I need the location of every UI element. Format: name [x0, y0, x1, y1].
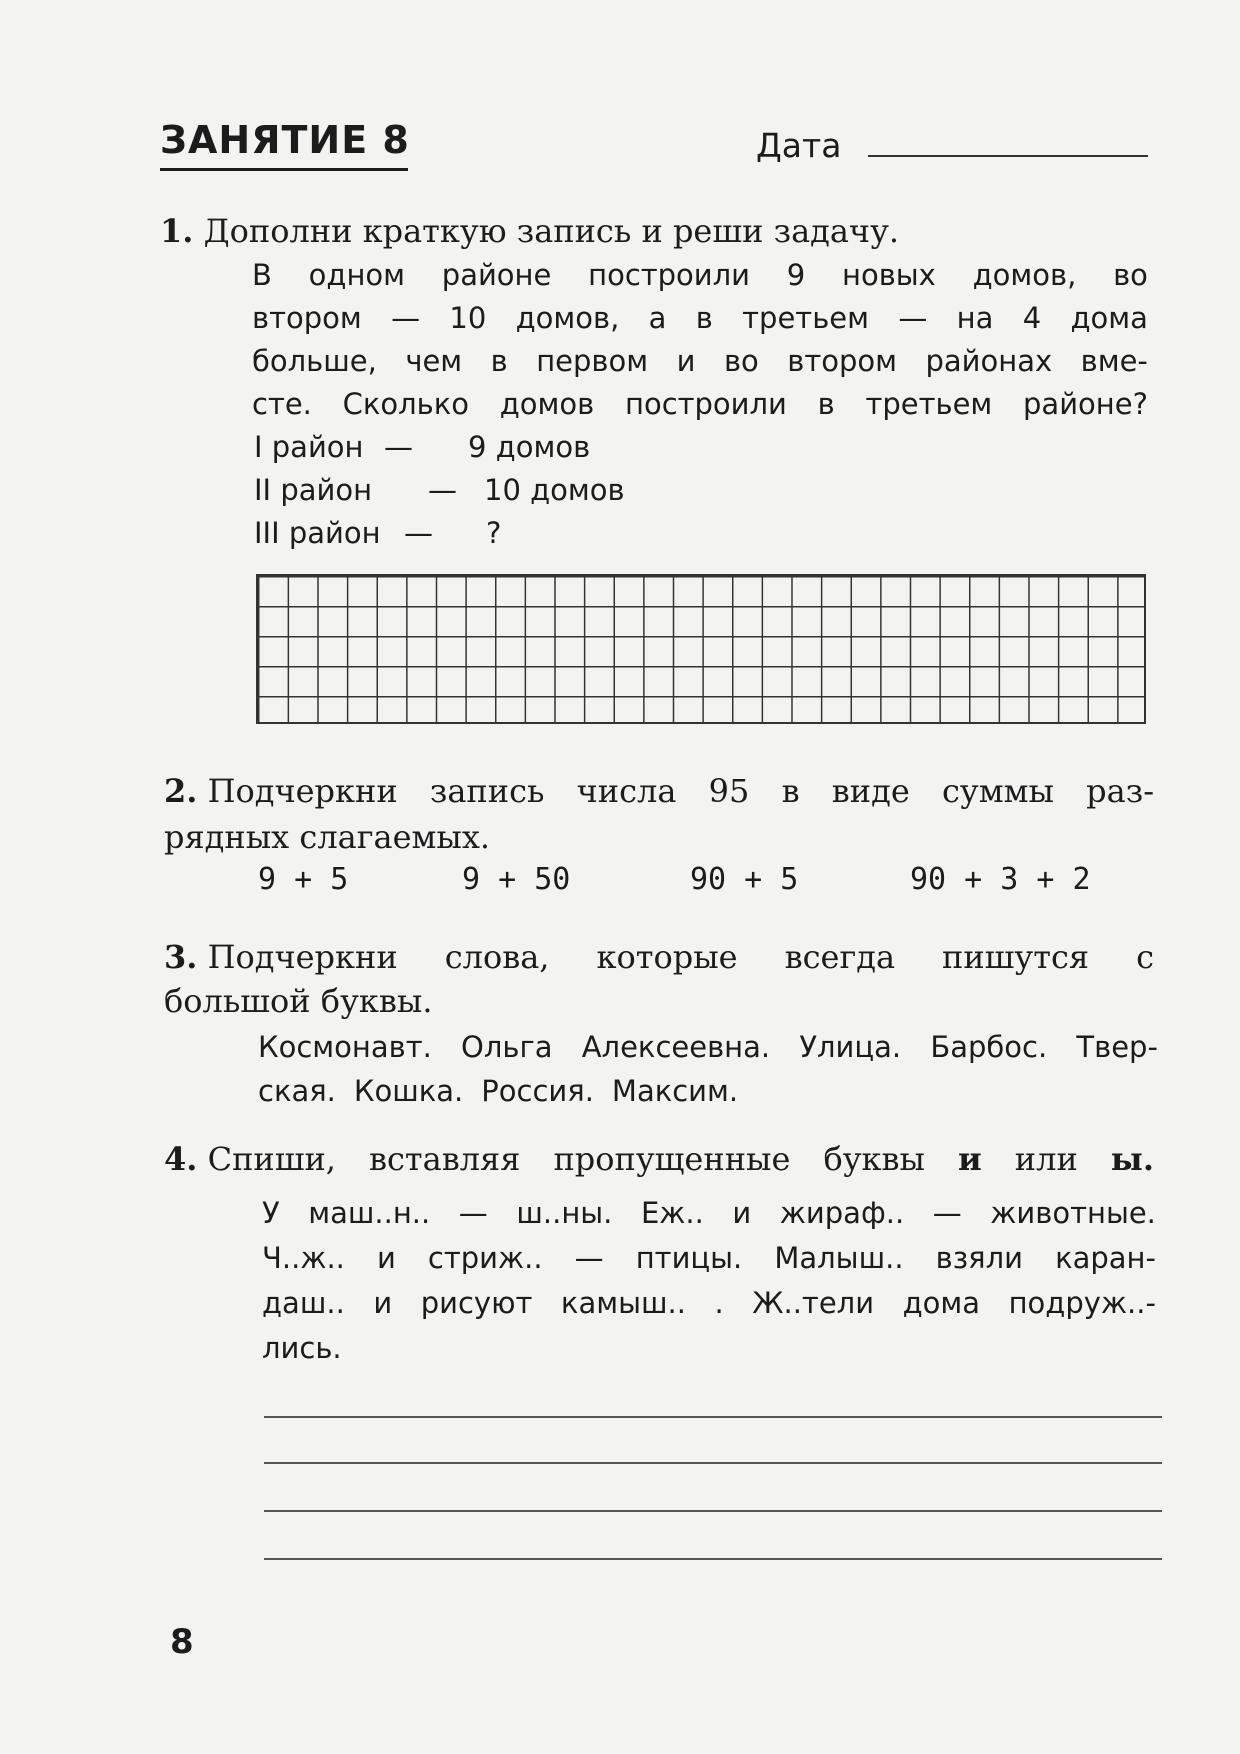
word: и	[676, 344, 696, 378]
task2-line-2: рядных слагаемых.	[164, 818, 491, 856]
option-9-plus-50[interactable]: 9 + 50	[462, 862, 571, 897]
word: одном	[308, 258, 406, 292]
word: новых	[841, 258, 936, 292]
word: числа	[576, 772, 677, 810]
task4-line-1	[164, 1140, 1154, 1184]
record-value: 9 домов	[468, 430, 591, 464]
word: третьем	[742, 301, 870, 335]
word: домов,	[972, 258, 1077, 292]
word: —	[932, 1196, 962, 1230]
word: втором	[252, 301, 362, 335]
word: взяли	[935, 1241, 1023, 1275]
task1-heading	[160, 212, 899, 250]
solution-grid[interactable]	[256, 574, 1146, 724]
record-dash: —	[428, 473, 457, 507]
task4-text-line-3	[262, 1286, 1156, 1331]
date-label: Дата	[756, 126, 842, 165]
word: .	[714, 1286, 724, 1320]
word: больше,	[252, 344, 377, 378]
word: или	[1014, 1140, 1078, 1178]
writing-line-2[interactable]	[264, 1462, 1162, 1464]
task1-line-1	[252, 258, 1148, 301]
word: камыш..	[560, 1286, 686, 1320]
word-cosmonaut[interactable]: Космонавт.	[258, 1030, 432, 1064]
word: —	[391, 301, 421, 335]
word: раз-	[1086, 772, 1154, 810]
word: а	[648, 301, 667, 335]
word: Подчеркни	[207, 938, 398, 976]
word: дома	[902, 1286, 981, 1320]
word: жираф..	[779, 1196, 905, 1230]
task3-word-line-1	[258, 1030, 1158, 1074]
record-label: I район	[254, 430, 364, 464]
word: в	[490, 344, 508, 378]
title-underline	[160, 168, 408, 171]
task4-number: 4.	[164, 1140, 198, 1178]
word: сте.	[252, 387, 312, 421]
record-value: ?	[486, 516, 502, 550]
word: первом	[536, 344, 649, 378]
task3-instruction	[164, 938, 1154, 1026]
writing-line-1[interactable]	[264, 1416, 1162, 1418]
word: —	[458, 1196, 488, 1230]
word: пропущенные	[553, 1140, 791, 1178]
word: Малыш..	[774, 1241, 904, 1275]
word: 9	[786, 258, 806, 292]
word: В	[252, 258, 272, 292]
word: подруж..-	[1008, 1286, 1156, 1320]
word: 95	[708, 772, 750, 810]
word: —	[898, 301, 928, 335]
option-9-plus-5[interactable]: 9 + 5	[258, 862, 349, 897]
task1-text	[252, 258, 1148, 430]
word: третьем	[865, 387, 993, 421]
word: домов	[499, 387, 595, 421]
word: в	[695, 301, 713, 335]
word: вме-	[1080, 344, 1148, 378]
word: каран-	[1055, 1241, 1156, 1275]
word: виде	[831, 772, 910, 810]
word: У	[262, 1196, 280, 1230]
word: всегда	[784, 938, 896, 976]
word: на	[956, 301, 994, 335]
word: районе?	[1023, 387, 1148, 421]
task4-text-line-4: лись.	[262, 1331, 342, 1365]
task4-instruction	[164, 1140, 1154, 1184]
word: втором	[787, 344, 898, 378]
task2-instruction	[164, 772, 1154, 864]
word: запись	[429, 772, 545, 810]
word-tverskaya-end[interactable]: ская.	[258, 1074, 336, 1108]
word: птицы.	[635, 1241, 743, 1275]
lesson-title: ЗАНЯТИЕ 8	[160, 118, 410, 162]
record-dash: —	[404, 516, 433, 550]
task3-line-2: большой буквы.	[164, 982, 433, 1020]
word: и	[732, 1196, 752, 1230]
writing-line-3[interactable]	[264, 1510, 1162, 1512]
task1-line-2	[252, 301, 1148, 344]
word: суммы	[941, 772, 1054, 810]
word: животные.	[990, 1196, 1156, 1230]
word: во	[723, 344, 759, 378]
record-label: II район	[254, 473, 373, 507]
letter-y: ы.	[1110, 1140, 1154, 1178]
word: Ч..ж..	[262, 1241, 345, 1275]
task2-line-1	[164, 772, 1154, 818]
word: в	[781, 772, 800, 810]
task2-number: 2.	[164, 772, 198, 810]
task3-word-line-2	[258, 1074, 1158, 1118]
word: и	[373, 1286, 393, 1320]
word: во	[1113, 258, 1148, 292]
word-street[interactable]: Улица.	[799, 1030, 902, 1064]
word: маш..н..	[308, 1196, 431, 1230]
word: Подчеркни	[207, 772, 398, 810]
word: 4	[1022, 301, 1042, 335]
word: домов,	[515, 301, 620, 335]
word-alekseevna[interactable]: Алексеевна.	[581, 1030, 771, 1064]
task3-words	[258, 1030, 1158, 1118]
word: рисуют	[420, 1286, 533, 1320]
task4-text	[262, 1196, 1156, 1376]
word: чем	[405, 344, 463, 378]
word: которые	[596, 938, 738, 976]
record-dash: —	[384, 430, 413, 464]
word-tverskaya[interactable]: Твер-	[1076, 1030, 1158, 1064]
option-90-plus-5[interactable]: 90 + 5	[690, 862, 799, 897]
record-value: 10 домов	[484, 473, 625, 507]
option-90-plus-3-plus-2[interactable]: 90 + 3 + 2	[910, 862, 1091, 897]
word: стриж..	[427, 1241, 543, 1275]
word: ш..ны.	[516, 1196, 613, 1230]
task1-instruction: Дополни краткую запись и реши задачу.	[203, 212, 900, 250]
word: буквы	[823, 1140, 926, 1178]
word-barbos[interactable]: Барбос.	[930, 1030, 1048, 1064]
word: Еж..	[640, 1196, 704, 1230]
word-russia[interactable]: Россия.	[481, 1074, 594, 1108]
word-maxim[interactable]: Максим.	[611, 1074, 739, 1108]
task1-line-3	[252, 344, 1148, 387]
word: районах	[925, 344, 1053, 378]
word: и	[376, 1241, 396, 1275]
word-cat[interactable]: Кошка.	[353, 1074, 464, 1108]
task3-line-1	[164, 938, 1154, 982]
word: слова,	[444, 938, 550, 976]
word: с	[1136, 938, 1154, 976]
word: вставляя	[368, 1140, 521, 1178]
page-number: 8	[170, 1622, 194, 1662]
word: Сколько	[342, 387, 470, 421]
word: пишутся	[942, 938, 1090, 976]
word: построили	[588, 258, 751, 292]
task4-text-line-2	[262, 1241, 1156, 1286]
word-olga[interactable]: Ольга	[461, 1030, 553, 1064]
task1-number: 1.	[160, 212, 194, 250]
record-label: III район	[254, 516, 381, 550]
task3-number: 3.	[164, 938, 198, 976]
writing-line-4[interactable]	[264, 1558, 1162, 1560]
word: Ж..тели	[752, 1286, 875, 1320]
word: —	[574, 1241, 604, 1275]
word: районе	[441, 258, 552, 292]
date-input-line[interactable]	[868, 155, 1148, 157]
letter-i: и	[958, 1140, 982, 1178]
word: дома	[1070, 301, 1148, 335]
task4-text-line-1	[262, 1196, 1156, 1241]
word: 10	[449, 301, 487, 335]
word: Спиши,	[207, 1140, 336, 1178]
word: даш..	[262, 1286, 345, 1320]
task1-line-4	[252, 387, 1148, 430]
word: в	[817, 387, 835, 421]
word: построили	[624, 387, 787, 421]
